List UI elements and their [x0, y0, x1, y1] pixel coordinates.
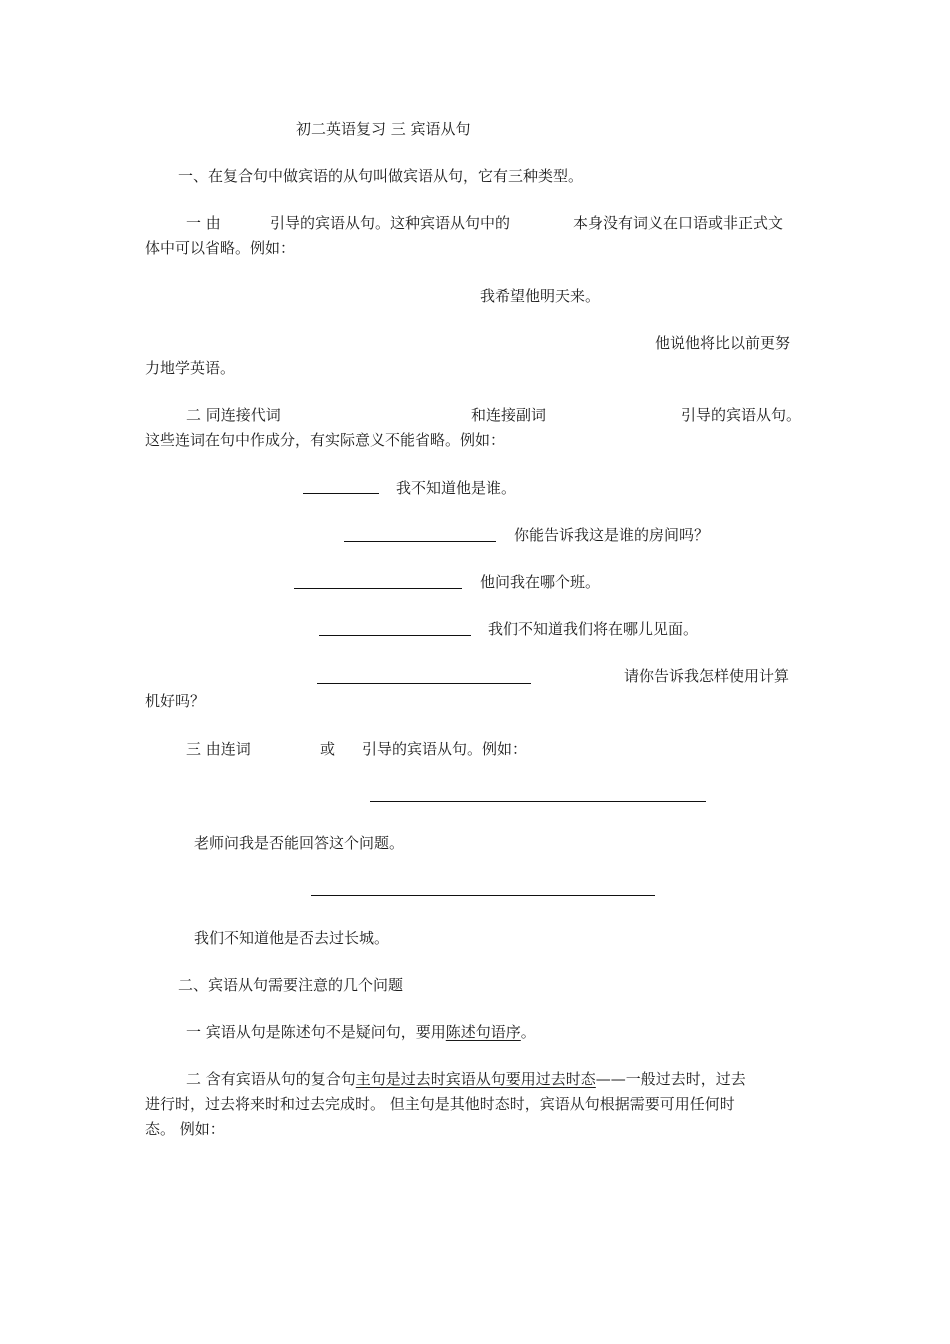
point-2-underlined: 主句是过去时宾语从句要用过去时态 — [355, 1070, 596, 1088]
point-2 — [186, 1069, 746, 1089]
point-1-end: 。 — [520, 1023, 536, 1041]
type3-text: 或 — [320, 740, 336, 758]
blank-line — [317, 683, 531, 684]
blank-line — [370, 801, 706, 802]
point-1 — [186, 1022, 536, 1042]
type2-text: 引导的宾语从句。 — [681, 406, 802, 424]
example-sentence: 我们不知道他是否去过长城。 — [194, 929, 390, 947]
section-heading-1: 一、在复合句中做宾语的从句叫做宾语从句，它有三种类型。 — [178, 167, 584, 185]
type3-text: 引导的宾语从句。例如： — [362, 740, 528, 758]
point-1-underlined: 陈述句语序 — [445, 1023, 521, 1041]
point-1-text: 一 宾语从句是陈述句不是疑问句，要用 — [186, 1023, 446, 1041]
point-2-text: 二 含有宾语从句的复合句 — [186, 1070, 356, 1088]
example-sentence: 你能告诉我这是谁的房间吗？ — [514, 526, 710, 544]
type1-text: 本身没有词义在口语或非正式文 — [573, 214, 784, 232]
type1-text: 引导的宾语从句。这种宾语从句中的 — [270, 214, 511, 232]
example-sentence: 机好吗？ — [145, 692, 206, 710]
example-sentence: 请你告诉我怎样使用计算 — [624, 667, 790, 685]
type3-text: 三 由连词 — [186, 740, 251, 758]
example-sentence: 我们不知道我们将在哪儿见面。 — [488, 620, 699, 638]
example-sentence: 他问我在哪个班。 — [480, 573, 601, 591]
example-sentence: 我希望他明天来。 — [480, 287, 601, 305]
type1-text: 一 由 — [186, 214, 221, 232]
type1-text: 体中可以省略。例如： — [145, 239, 296, 257]
blank-line — [344, 541, 496, 542]
example-sentence: 他说他将比以前更努 — [655, 334, 791, 352]
example-sentence: 老师问我是否能回答这个问题。 — [194, 834, 405, 852]
type2-text: 这些连词在句中作成分，有实际意义不能省略。例如： — [145, 431, 506, 449]
point-2-line-3: 态。 例如： — [145, 1120, 225, 1138]
point-2-text-cont: ——一般过去时，过去 — [595, 1070, 746, 1088]
type2-text: 和连接副词 — [471, 406, 547, 424]
blank-line — [294, 588, 462, 589]
blank-line — [311, 895, 655, 896]
example-sentence: 我不知道他是谁。 — [396, 479, 517, 497]
blank-line — [303, 493, 379, 494]
section-heading-2: 二、宾语从句需要注意的几个问题 — [178, 976, 404, 994]
blank-line — [319, 635, 471, 636]
point-2-line-2: 进行时，过去将来时和过去完成时。 但主句是其他时态时，宾语从句根据需要可用任何时 — [145, 1095, 735, 1113]
example-sentence: 力地学英语。 — [145, 359, 236, 377]
type2-text: 二 同连接代词 — [186, 406, 281, 424]
page-title: 初二英语复习 三 宾语从句 — [296, 120, 471, 138]
